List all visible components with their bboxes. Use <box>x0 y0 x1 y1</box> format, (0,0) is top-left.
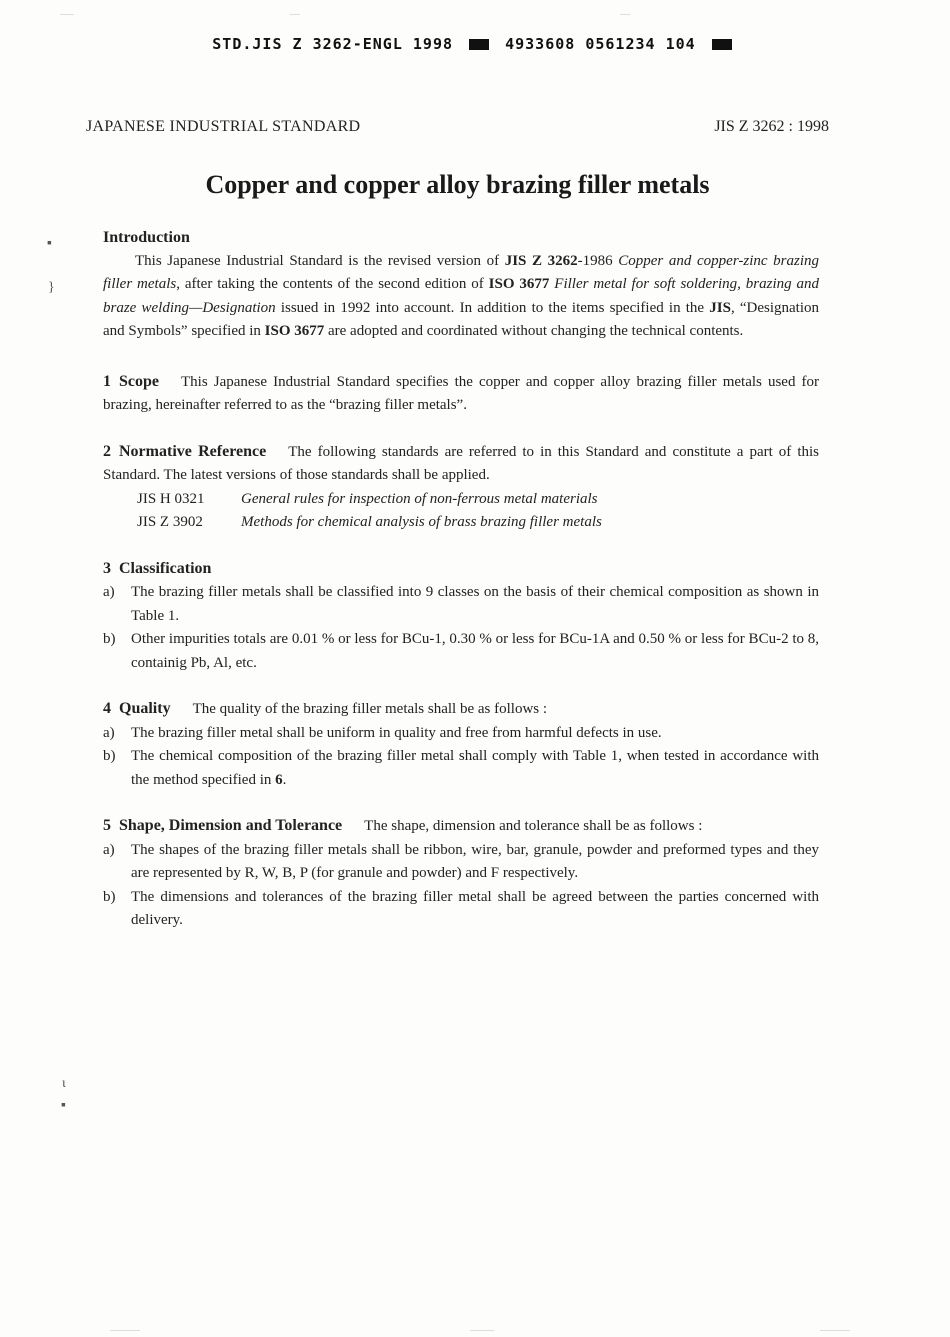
std-code: STD.JIS Z 3262-ENGL 1998 <box>212 35 454 53</box>
quality-heading: Quality <box>119 700 171 717</box>
quality-text: 4 Quality The quality of the brazing filler metals shall be as follows : <box>103 700 548 717</box>
scope-text: 1 Scope This Japanese Industrial Standard specifies the copper and copper alloy brazing filler metals used for brazing, hereinafter referred to as the “brazing filler metals”. <box>103 372 819 413</box>
margin-mark: } <box>48 280 55 295</box>
margin-mark: ▪ <box>61 1098 66 1113</box>
classification-section <box>103 557 819 676</box>
list-item: a) The brazing filler metal shall be uniform in quality and free from harmful defects in use. <box>103 724 662 741</box>
scope-section <box>103 370 819 418</box>
introduction-section <box>103 226 819 344</box>
scope-heading: Scope <box>119 372 159 390</box>
std-barcode-numbers: 4933608 0561234 104 <box>505 35 696 53</box>
shape-dimension-tolerance-section <box>103 814 819 933</box>
header-standard-name: JAPANESE INDUSTRIAL STANDARD <box>86 118 361 135</box>
barcode-block-icon <box>712 39 732 50</box>
barcode-block-icon <box>469 39 489 50</box>
normative-reference-section <box>103 440 819 535</box>
document-body <box>103 226 819 933</box>
list-item: a) The shapes of the brazing filler metals shall be ribbon, wire, bar, granule, powder and preformed types and they are represented by R, W, B, P (for granule and powder) and F respectively. <box>103 841 819 881</box>
reference-row: JIS H 0321 General rules for inspection of non-ferrous metal materials <box>137 490 598 507</box>
reference-row: JIS Z 3902 Methods for chemical analysis of brass brazing filler metals <box>137 514 602 530</box>
list-item: b) The chemical composition of the brazing filler metal shall comply with Table 1, when tested in accordance with the method specified in 6. <box>103 748 819 788</box>
margin-mark: ▪ <box>47 236 52 251</box>
margin-mark: ι <box>62 1076 66 1091</box>
list-item: b) Other impurities totals are 0.01 % or less for BCu-1, 0.30 % or less for BCu-1A and 0.50 % or less for BCu-2 to 8, containig Pb, Al, etc. <box>103 631 819 671</box>
list-item: b) The dimensions and tolerances of the brazing filler metal shall be agreed between the parties concerned with delivery. <box>103 888 819 928</box>
classification-heading: 3 Classification <box>103 559 212 577</box>
normative-text: 2 Normative Reference The following standards are referred to in this Standard and constitute a part of this Standard. The latest versions of those standards shall be applied. <box>103 442 819 483</box>
introduction-text: This Japanese Industrial Standard is the revised version of JIS Z 3262-1986 Copper and copper-zinc brazing filler metals, after taking the contents of the second edition of ISO 3677 Filler metal for soft soldering, brazing and braze welding—Designation issued in 1992 into account. In addition to the items specified in the JIS, “Designation and Symbols” specified in ISO 3677 are adopted and coordinated without changing the technical contents. <box>103 252 820 339</box>
shape-text: 5 Shape, Dimension and Tolerance The shape, dimension and tolerance shall be as follows : <box>103 817 703 834</box>
std-reference-line <box>0 35 950 53</box>
quality-section <box>103 697 819 792</box>
header-standard-number: JIS Z 3262 : 1998 <box>714 118 829 135</box>
list-item: a) The brazing filler metals shall be classified into 9 classes on the basis of their chemical composition as shown in Table 1. <box>103 584 819 624</box>
normative-heading: Normative Reference <box>119 442 267 460</box>
introduction-heading: Introduction <box>103 229 190 246</box>
shape-heading: Shape, Dimension and Tolerance <box>119 817 343 834</box>
page-title: Copper and copper alloy brazing filler metals <box>205 170 710 199</box>
